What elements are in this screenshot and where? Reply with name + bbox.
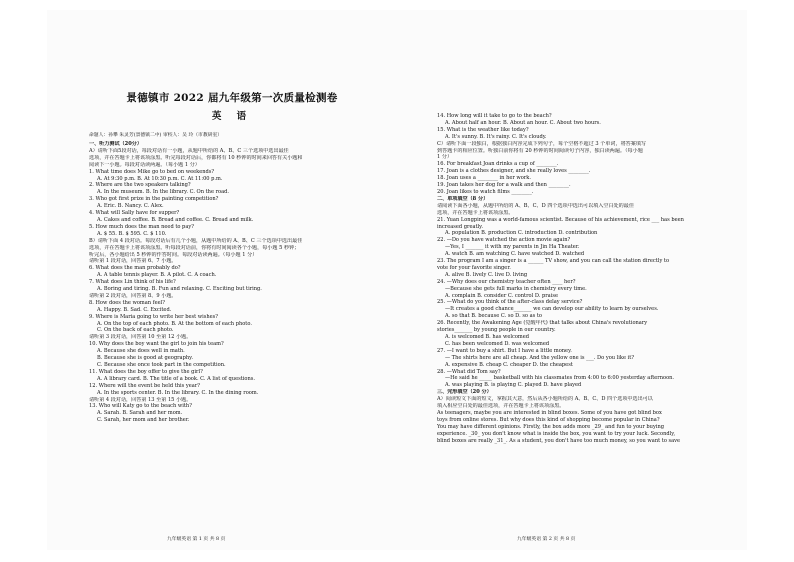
answer-options: A. Cakes and coffee. B. Bread and coffee. C. Bread and milk. <box>97 216 254 223</box>
exam-title: 景德镇市 2022 届九年级第一次质量检测卷 <box>126 92 338 104</box>
answer-options: C. Because she once took part in the competition. <box>97 362 226 368</box>
exam-subject: 英 语 <box>211 111 253 122</box>
text-line: 1. What time does Mike go to bed on weekends? <box>89 168 215 175</box>
text-line: 25. —What do you think of the after-class delay service? <box>437 299 583 306</box>
text-line: 18. Joan uses a ________ in her work. <box>437 175 532 182</box>
answer-options: B. Because she is good at geography. <box>97 355 193 362</box>
answer-options: A. A library card. B. The title of a book. C. A list of questions. <box>97 375 255 382</box>
answer-options: A. so that B. because C. so D. so as to <box>445 313 542 320</box>
text-line: 28. —What did Tom say? <box>437 368 501 375</box>
text-line: B）请听下面 4 段对话。每段对话后有几个小题，从题中所给的 A、B、C 三个选项中选出最佳 <box>89 237 303 244</box>
answer-options: —Yes, I _______ it with my parents in Jin Ha Theater. <box>445 244 580 251</box>
answer-options: A. $ 55. B. $ 595. C. $ 110. <box>97 230 167 237</box>
text-line: As teenagers, maybe you are interested in blind boxes. Some of you have got blind box <box>437 409 662 416</box>
answer-options: A. alive B. lively C. live D. living <box>445 271 528 278</box>
section-heading: 一、听力测试（20分） <box>89 141 142 147</box>
author-line: 命题人：孙攀 朱灵芳(景德镇二中) 审校人：吴 玲（市教研室） <box>89 133 223 138</box>
answer-options: A. About half an hour. B. About an hour. C. About two hours. <box>445 119 601 126</box>
text-line: 填入相应空白处的最佳选项，并在答题卡上将该项涂黑。 <box>437 403 565 410</box>
text-line: A）阅读短文下面的短文，掌握其大意，然后从各小题所给的 A、B、C、D 四个选项中选出可以 <box>437 396 653 403</box>
text-line: 9. Where is Maria going to write her best wishes? <box>89 313 219 320</box>
answer-options: A. Eric. B. Nancy. C. Alex. <box>97 203 164 210</box>
text-line: 23. The program I am a singer is a ______ TV show, and you can call the station directly to <box>437 258 670 265</box>
right-page <box>397 10 742 550</box>
answer-options: —Because she gets full marks in chemistry every time. <box>445 285 587 292</box>
answer-options: A. Happy. B. Sad. C. Excited. <box>97 306 172 313</box>
text-line: 1 分） <box>437 154 453 161</box>
text-line: 27. —I want to buy a shirt. But I have a little money. <box>437 347 572 354</box>
answer-options: C. On the back of each photo. <box>97 327 174 334</box>
text-line: 21. Yuan Longping was a world-famous scientist. Because of his achievement, rice ___ has been <box>437 216 684 223</box>
text-line: 请听第 3 段对话，回答第 10 至第 12 小题。 <box>89 334 192 341</box>
answer-options: A. A table tennis player. B. A pilot. C. A coach. <box>97 272 217 279</box>
answer-options: A. In the sports center. B. In the library. C. In the dining room. <box>97 389 259 396</box>
text-line: 6. What does the man probably do? <box>89 265 181 272</box>
text-line: 26. Recently, the Awakening Age (觉醒年代) that talks about China's revolutionary <box>437 320 648 327</box>
text-line: 15. What is the weather like today? <box>437 126 529 133</box>
answer-options: —He said he _____ basketball with his classmates from 4:00 to 6:00 yesterday afternoon. <box>445 375 675 382</box>
text-line: 选项，并在答题卡上将该项涂黑。听完每段对话后，你都将有 10 秒钟的时间来回答有关小题和 <box>89 154 303 161</box>
answer-options: A. At 9:30 p.m. B. At 10:30 p.m. C. At 11:00 p.m. <box>97 175 223 182</box>
text-line: 选项，并在答题卡上将该项涂黑。听每段对话前，你将有时间阅读各个小题，每小题 5 秒钟； <box>89 244 300 251</box>
text-line: 11. What does the boy offer to give the girl? <box>89 368 203 375</box>
text-line: 13. Who will Katy go to the beach with? <box>89 403 192 410</box>
left-page-footer: 九年级英语 第 1 页 共 8 页 <box>167 537 226 542</box>
answer-options: A. On the top of each photo. B. At the bottom of each photo. <box>97 320 252 327</box>
answer-options: A. Because she does well in math. <box>97 348 185 355</box>
text-line: 选项，并在答题卡上将该项涂黑。 <box>437 209 514 216</box>
text-line: 5. How much does the man need to pay? <box>89 223 194 230</box>
answer-options: A. It's sunny. B. It's rainy. C. It's cloudy. <box>445 133 547 140</box>
right-page-footer: 九年级英语 第 2 页 共 8 页 <box>517 537 576 542</box>
text-line: A）请听下面5段对话，每段对话有一小题，从题中所给的 A、B、C 三个选项中选出最佳 <box>89 147 289 154</box>
text-line: You may have different opinions. Firstly, the box adds more _29_ and fun to your buying <box>437 423 664 430</box>
text-line: stories_______ by young people in our country. <box>437 327 556 334</box>
text-line: C）请听下面一段独白，根据独白内容完成下列句子，每个空格不超过 3 个单词，将答案填写 <box>437 140 647 147</box>
text-line: experience. _30_ you don't know what is inside the box, you want to try your luck. Secondly, <box>437 430 676 437</box>
text-line: increased greatly. <box>437 223 483 230</box>
text-line: 16. For breakfast Joan drinks a cup of ________. <box>437 161 559 168</box>
left-page <box>47 10 392 550</box>
text-line: 请听第 2 段对话，回答第 8、9 小题。 <box>89 292 177 299</box>
text-line: 8. How does the woman feel? <box>89 299 165 306</box>
answer-options: C. has been welcomed D. was welcomed <box>445 340 550 347</box>
answer-options: A. watch B. am watching C. have watched D. watched <box>445 251 585 258</box>
text-line: 阅读下一小题。每段对话读两遍。（每小题 1 分） <box>89 161 200 168</box>
text-line: 3. Who got first prize in the painting competition? <box>89 196 219 203</box>
text-line: 19. Joan takes her dog for a walk and then ________. <box>437 182 571 189</box>
answer-options: A. expensive B. cheap C. cheaper D. the cheapest <box>445 361 573 368</box>
text-line: 14. How long will it take to go to the beach? <box>437 113 552 119</box>
section-heading: 二、单项填空（8 分） <box>437 195 489 202</box>
text-line: toys from online stores. But why does this kind of shopping become popular in China? <box>437 416 660 423</box>
answer-options: A. Boring and tiring. B. Fun and relaxing. C. Exciting but tiring. <box>97 286 262 293</box>
text-line: 4. What will Sally have for supper? <box>89 210 180 217</box>
text-line: 请听第 4 段对话，回答第 13 至第 15 小题。 <box>89 396 192 403</box>
text-line: 12. Where will the event be held this year? <box>89 382 200 389</box>
text-line: 2. Where are the two speakers talking? <box>89 182 191 189</box>
right-page-body <box>437 113 734 445</box>
answer-options: A. was playing B. is playing C. played D. have played <box>445 382 582 389</box>
text-line: 听完后，各小题给出 5 秒钟的作答时间。每段对话读两遍。（每小题 1 分） <box>89 251 258 258</box>
text-line: blind boxes are really _31_. As a student, you don't have too much money, so you want to save <box>437 437 681 444</box>
text-line: 请阅读下面各小题，从题中所给的 A、B、C、D 四个选项中选出可以填入空白处的最佳 <box>437 202 634 209</box>
text-line: 17. Joan is a clothes designer, and she really loves ________. <box>437 168 591 175</box>
exam-sheet <box>47 10 747 550</box>
text-line: 请听第 1 段对话，回答第 6、7 小题。 <box>89 258 177 265</box>
text-line: vote for your favorite singer. <box>437 264 511 271</box>
text-line: 22. —Do you have watched the action movie again? <box>437 237 571 244</box>
text-line: 20. Joan likes to watch films ________. <box>437 188 534 195</box>
answer-options: A. complain B. consider C. control D. praise <box>445 292 558 299</box>
answer-options: — The shirts here are all cheap. And the yellow one is ___. Do you like it? <box>445 354 635 361</box>
answer-options: A. Sarah. B. Sarah and her mom. <box>97 410 183 417</box>
text-line: 24. —Why does our chemistry teacher often ____ her? <box>437 278 576 285</box>
answer-options: A. In the museum. B. In the library. C. On the road. <box>97 189 230 196</box>
section-heading: 三、完形填空（20 分） <box>437 389 492 396</box>
text-line: 7. What does Lin think of his life? <box>89 279 176 286</box>
left-page-body <box>89 141 384 424</box>
answer-options: C. Sarah, her mom and her brother. <box>97 417 190 424</box>
answer-options: —It creates a good chance_______ we can develop our ability to learn by ourselves. <box>445 306 659 313</box>
text-line: 10. Why does the boy want the girl to join his team? <box>89 341 224 348</box>
text-line: 到答题卡的相应位置。听独白前你将有 20 秒钟的时间阅读句子内容，独白读两遍。（每小题 <box>437 147 643 154</box>
answer-options: A. is welcomed B. has welcomed <box>445 334 529 340</box>
answer-options: A. population B. production C. introduction D. contribution <box>445 230 598 237</box>
